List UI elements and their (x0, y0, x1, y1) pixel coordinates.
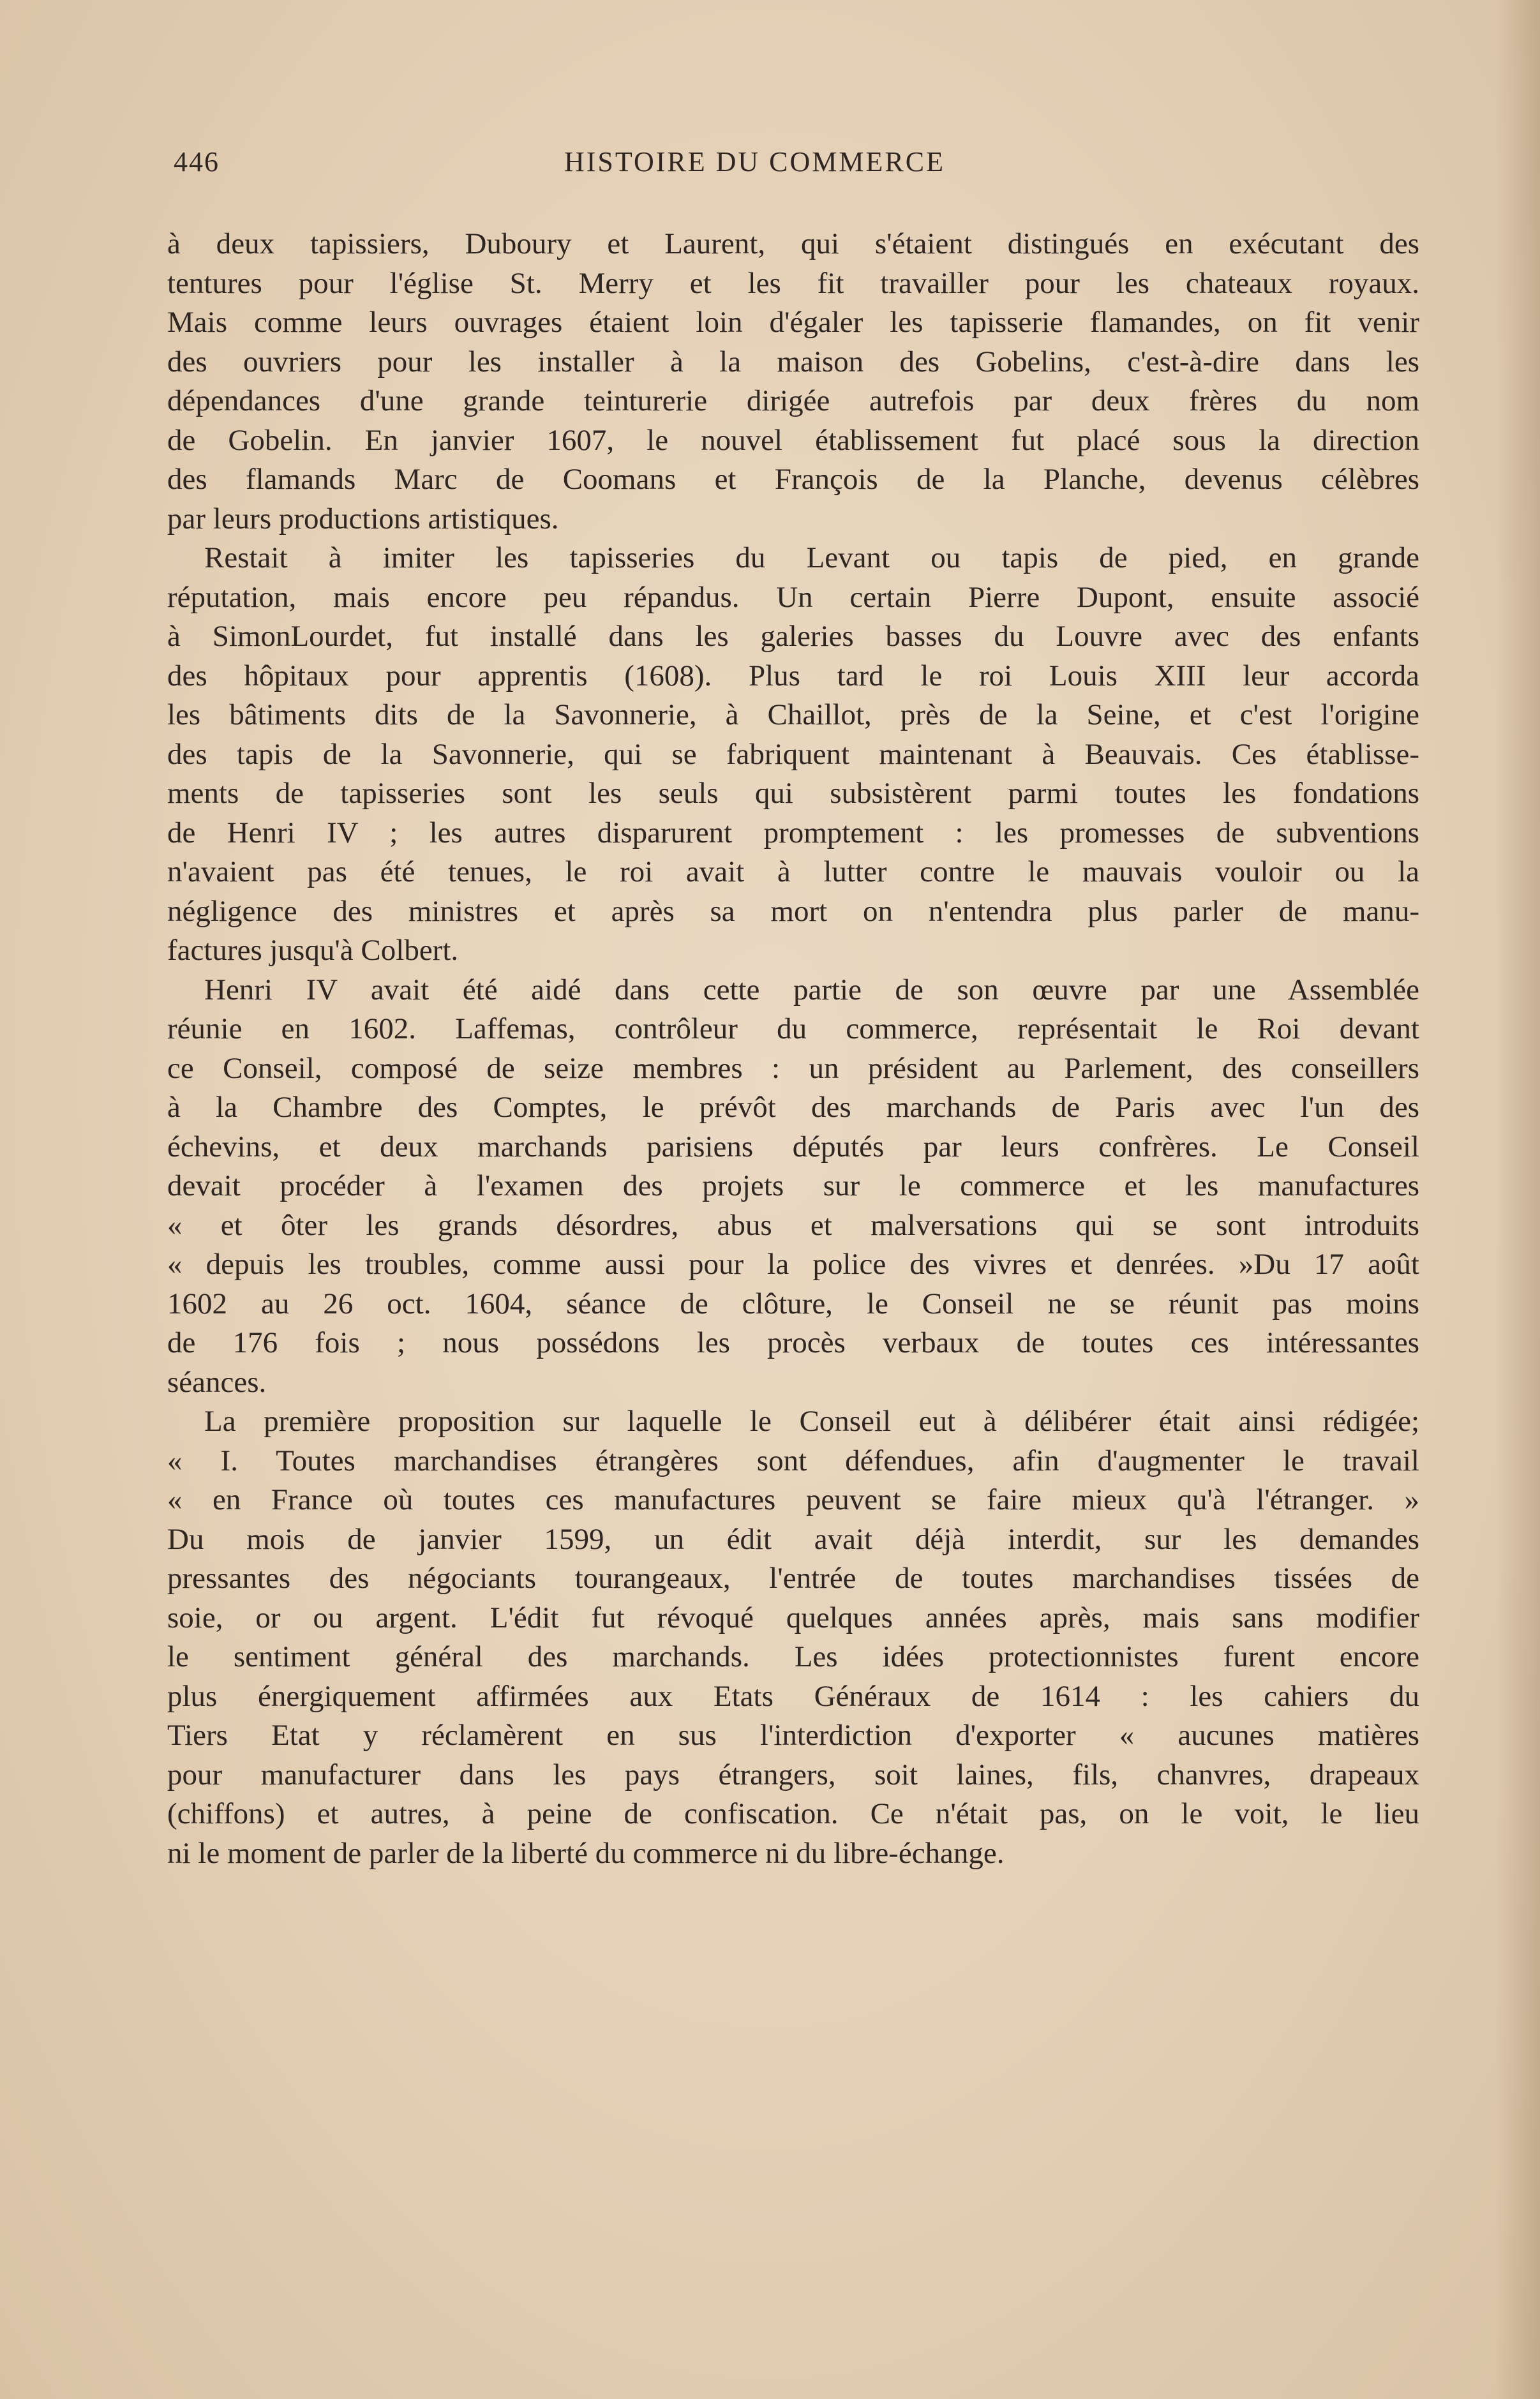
text-line: « et ôter les grands désordres, abus et malversations qui se sont introduits (167, 1208, 1419, 1242)
text-line: « depuis les troubles, comme aussi pour la police des vivres et denrées. »Du 17 août (167, 1248, 1419, 1281)
page-edge-shadow (1495, 0, 1540, 2399)
text-line: des hôpitaux pour apprentis (1608). Plus tard le roi Louis XIII leur accorda (167, 659, 1419, 692)
text-line: des flamands Marc de Coomans et François de la Planche, devenus célèbres (167, 463, 1419, 496)
text-line: (chiffons) et autres, à peine de confiscation. Ce n'était pas, on le voit, le lieu (167, 1797, 1419, 1830)
text-line: réunie en 1602. Laffemas, contrôleur du commerce, représentait le Roi devant (167, 1012, 1419, 1045)
text-line: ce Conseil, composé de seize membres : un président au Parlement, des conseillers (167, 1051, 1419, 1085)
text-line: ni le moment de parler de la liberté du commerce ni du libre-échange. (167, 1836, 1005, 1870)
text-line: Du mois de janvier 1599, un édit avait déjà interdit, sur les demandes (167, 1522, 1419, 1556)
running-title: HISTOIRE DU COMMERCE (564, 146, 946, 177)
body-text (167, 225, 1419, 1873)
text-line: n'avaient pas été tenues, le roi avait à lutter contre le mauvais vouloir ou la (167, 855, 1419, 888)
text-line: pour manufacturer dans les pays étrangers, soit laines, fils, chanvres, drapeaux (167, 1758, 1419, 1791)
text-line: Henri IV avait été aidé dans cette partie de son œuvre par une Assemblée (204, 973, 1419, 1006)
text-line: dépendances d'une grande teinturerie dirigée autrefois par deux frères du nom (167, 384, 1419, 417)
text-line: échevins, et deux marchands parisiens députés par leurs confrères. Le Conseil (167, 1130, 1419, 1163)
text-line: des ouvriers pour les installer à la maison des Gobelins, c'est-à-dire dans les (167, 345, 1419, 378)
text-line: tentures pour l'église St. Merry et les fit travailler pour les chateaux royaux. (167, 266, 1419, 300)
text-line: Tiers Etat y réclamèrent en sus l'interdiction d'exporter « aucunes matières (167, 1719, 1419, 1752)
page-header (174, 146, 1418, 197)
text-line: La première proposition sur laquelle le Conseil eut à délibérer était ainsi rédigée; (204, 1405, 1419, 1438)
text-line: ments de tapisseries sont les seuls qui subsistèrent parmi toutes les fondations (167, 777, 1419, 810)
text-line: pressantes des négociants tourangeaux, l'entrée de toutes marchandises tissées de (167, 1562, 1419, 1595)
text-line: plus énergiquement affirmées aux Etats Généraux de 1614 : les cahiers du (167, 1679, 1419, 1713)
text-line: 1602 au 26 oct. 1604, séance de clôture, le Conseil ne se réunit pas moins (167, 1287, 1419, 1320)
text-line: de Henri IV ; les autres disparurent promptement : les promesses de subventions (167, 816, 1419, 849)
text-line: de Gobelin. En janvier 1607, le nouvel établissement fut placé sous la direction (167, 423, 1419, 457)
text-line: factures jusqu'à Colbert. (167, 934, 459, 967)
text-line: « I. Toutes marchandises étrangères sont défendues, afin d'augmenter le travail (167, 1444, 1419, 1477)
text-line: à deux tapissiers, Duboury et Laurent, qui s'étaient distingués en exécutant des (167, 227, 1419, 260)
text-line: à la Chambre des Comptes, le prévôt des marchands de Paris avec l'un des (167, 1091, 1419, 1124)
text-line: soie, or ou argent. L'édit fut révoqué quelques années après, mais sans modifier (167, 1601, 1419, 1634)
text-line: à SimonLourdet, fut installé dans les galeries basses du Louvre avec des enfants (167, 620, 1419, 653)
text-line: « en France où toutes ces manufactures peuvent se faire mieux qu'à l'étranger. » (167, 1483, 1419, 1516)
text-line: des tapis de la Savonnerie, qui se fabriquent maintenant à Beauvais. Ces établisse- (167, 737, 1419, 771)
page-number: 446 (174, 146, 220, 177)
text-line: devait procéder à l'examen des projets sur le commerce et les manufactures (167, 1169, 1419, 1202)
text-line: par leurs productions artistiques. (167, 502, 559, 535)
text-line: Mais comme leurs ouvrages étaient loin d'égaler les tapisserie flamandes, on fit venir (167, 306, 1419, 339)
text-line: le sentiment général des marchands. Les idées protectionnistes furent encore (167, 1640, 1419, 1673)
text-line: réputation, mais encore peu répandus. Un certain Pierre Dupont, ensuite associé (167, 580, 1419, 614)
text-line: séances. (167, 1365, 267, 1399)
text-line: les bâtiments dits de la Savonnerie, à Chaillot, près de la Seine, et c'est l'origine (167, 698, 1419, 731)
text-line: négligence des ministres et après sa mort on n'entendra plus parler de manu- (167, 894, 1419, 928)
text-line: de 176 fois ; nous possédons les procès verbaux de toutes ces intéressantes (167, 1326, 1419, 1359)
text-line: Restait à imiter les tapisseries du Levant ou tapis de pied, en grande (204, 541, 1419, 574)
